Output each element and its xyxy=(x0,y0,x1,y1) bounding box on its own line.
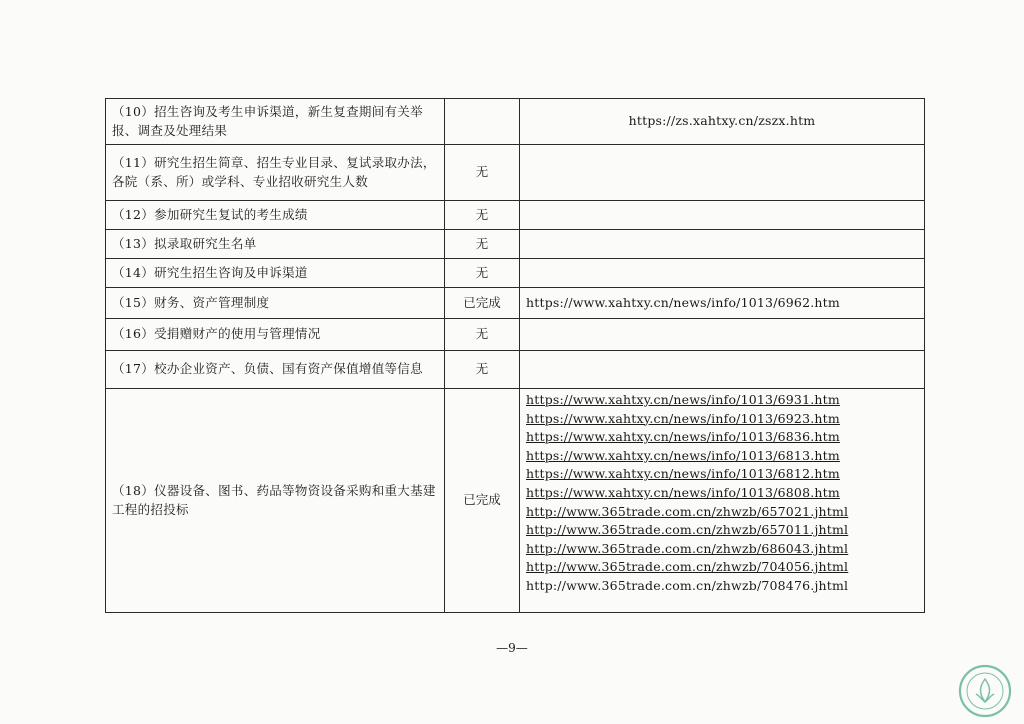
status-cell: 无 xyxy=(445,201,520,230)
url-link[interactable]: http://www.365trade.com.cn/zhwzb/657011.jhtml xyxy=(526,522,849,538)
item-cell: （13）拟录取研究生名单 xyxy=(106,230,445,259)
url-cell xyxy=(520,351,925,389)
status-cell: 无 xyxy=(445,230,520,259)
url-link[interactable]: http://www.365trade.com.cn/zhwzb/657021.jhtml xyxy=(526,503,849,519)
table-row xyxy=(106,99,925,145)
table-row xyxy=(106,145,925,201)
url-cell xyxy=(520,259,925,288)
url-cell xyxy=(520,319,925,351)
url-cell xyxy=(520,288,925,319)
table-row xyxy=(106,389,925,613)
table-row xyxy=(106,230,925,259)
status-cell: 无 xyxy=(445,259,520,288)
status-cell: 无 xyxy=(445,351,520,389)
url-link[interactable]: https://www.xahtxy.cn/news/info/1013/6812.htm xyxy=(526,466,840,482)
item-cell: （12）参加研究生复试的考生成绩 xyxy=(106,201,445,230)
disclosure-table xyxy=(105,98,925,613)
url-link[interactable]: https://www.xahtxy.cn/news/info/1013/6962.htm xyxy=(526,294,840,310)
url-cell xyxy=(520,230,925,259)
status-cell: 无 xyxy=(445,319,520,351)
table-row xyxy=(106,201,925,230)
url-link[interactable]: https://www.xahtxy.cn/news/info/1013/6923.htm xyxy=(526,410,840,426)
status-cell: 已完成 xyxy=(445,389,520,613)
url-link[interactable]: https://www.xahtxy.cn/news/info/1013/6931.htm xyxy=(526,392,840,407)
page-number: —9— xyxy=(496,641,528,655)
status-cell: 已完成 xyxy=(445,288,520,319)
url-link[interactable]: http://www.365trade.com.cn/zhwzb/704056.jhtml xyxy=(526,559,849,575)
url-link[interactable]: http://www.365trade.com.cn/zhwzb/708476.jhtml xyxy=(526,577,849,593)
url-link[interactable]: https://www.xahtxy.cn/news/info/1013/6808.htm xyxy=(526,484,840,500)
url-cell xyxy=(520,201,925,230)
seal-logo-icon xyxy=(958,664,1012,718)
table-row xyxy=(106,288,925,319)
url-link[interactable]: https://www.xahtxy.cn/news/info/1013/6813.htm xyxy=(526,447,840,463)
table-row xyxy=(106,351,925,389)
url-link[interactable]: http://www.365trade.com.cn/zhwzb/686043.jhtml xyxy=(526,540,849,556)
item-cell: （15）财务、资产管理制度 xyxy=(106,288,445,319)
item-cell: （16）受捐赠财产的使用与管理情况 xyxy=(106,319,445,351)
url-link[interactable]: https://zs.xahtxy.cn/zszx.htm xyxy=(628,113,816,129)
url-cell xyxy=(520,99,925,145)
status-cell: 无 xyxy=(445,145,520,201)
status-cell xyxy=(445,99,520,145)
item-cell: （11）研究生招生简章、招生专业目录、复试录取办法，各院（系、所）或学科、专业招收研究生人数 xyxy=(106,145,445,201)
url-cell xyxy=(520,145,925,201)
url-cell xyxy=(520,389,925,613)
item-cell: （17）校办企业资产、负债、国有资产保值增值等信息 xyxy=(106,351,445,389)
table-row xyxy=(106,259,925,288)
url-link[interactable]: https://www.xahtxy.cn/news/info/1013/6836.htm xyxy=(526,429,840,445)
table-row xyxy=(106,319,925,351)
item-cell: （14）研究生招生咨询及申诉渠道 xyxy=(106,259,445,288)
item-cell: （18）仪器设备、图书、药品等物资设备采购和重大基建工程的招投标 xyxy=(106,389,445,613)
item-cell: （10）招生咨询及考生申诉渠道，新生复查期间有关举报、调查及处理结果 xyxy=(106,99,445,145)
